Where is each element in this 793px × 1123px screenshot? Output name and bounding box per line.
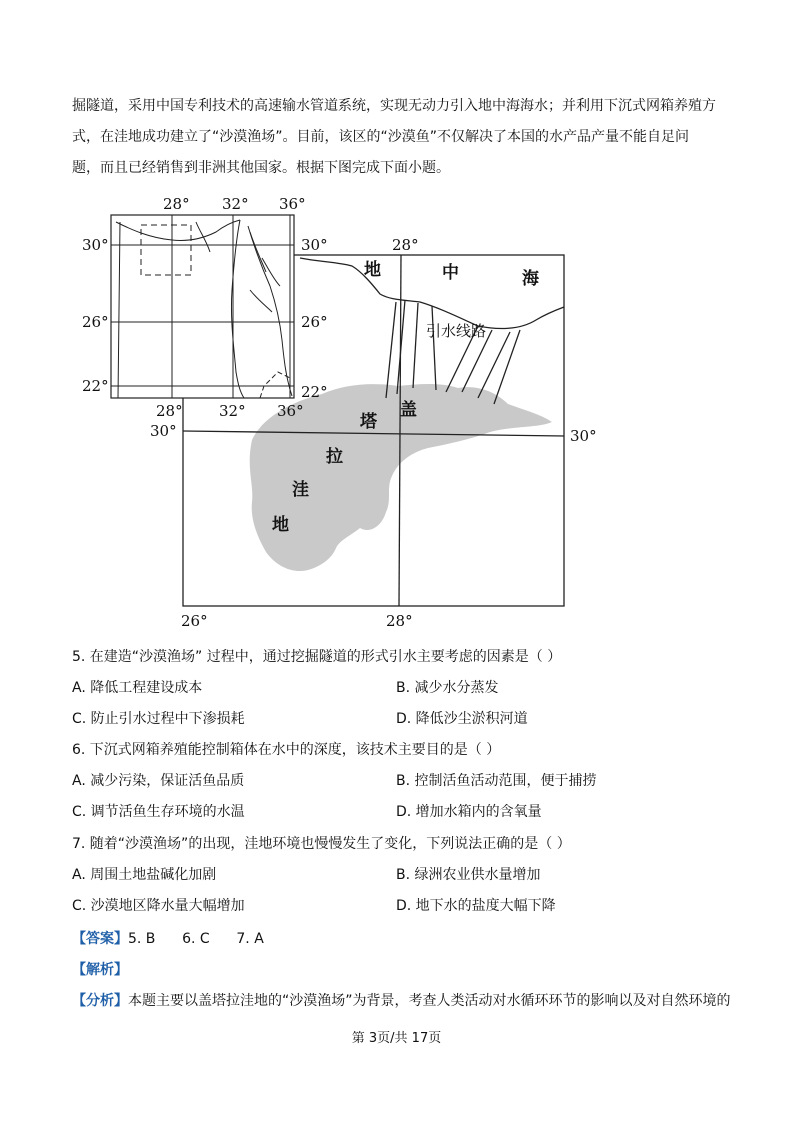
inset-right-lat-1: 30°: [301, 236, 328, 254]
inset-left-lat-3: 22°: [82, 377, 109, 395]
question-5-stem: 5. 在建造“沙漠渔场” 过程中，通过挖掘隧道的形式引水主要考虑的因素是（ ）: [72, 649, 562, 665]
inset-bottom-lon-2: 32°: [219, 402, 246, 420]
q5-option-c: C. 防止引水过程中下渗损耗: [72, 711, 245, 727]
intro-line-2: 式，在洼地成功建立了“沙漠渔场”。目前，该区的“沙漠鱼”不仅解决了本国的水产品产量不能自足问: [72, 129, 690, 145]
answer-line: [72, 929, 264, 949]
inset-left-lat-1: 30°: [82, 236, 109, 254]
depression-char-4: 洼: [292, 480, 309, 500]
q6-option-d: D. 增加水箱内的含氧量: [396, 804, 542, 820]
inset-left-lat-2: 26°: [82, 313, 109, 331]
analysis-tag: 【解析】: [72, 962, 128, 978]
question-6-stem: 6. 下沉式网箱养殖能控制箱体在水中的深度，该技术主要目的是（ ）: [72, 742, 501, 758]
answer-tag: 【答案】: [72, 931, 128, 947]
depression-char-1: 塔: [360, 412, 377, 432]
sea-char-2: 中: [442, 263, 459, 283]
depression-char-5: 地: [272, 515, 289, 535]
intro-line-3: 题，而且已经销售到非洲其他国家。根据下图完成下面小题。: [72, 160, 450, 176]
q7-option-a: A. 周围土地盐碱化加剧: [72, 867, 217, 883]
main-top-lon: 28°: [392, 236, 419, 254]
page-footer: 第 3页/共 17页: [351, 1031, 442, 1046]
q7-option-b: B. 绿洲农业供水量增加: [396, 867, 541, 883]
analysis-line: [72, 960, 128, 980]
route-label: 引水线路: [426, 322, 487, 340]
inset-bottom-lon-3: 36°: [277, 402, 304, 420]
sea-char-1: 地: [364, 260, 381, 280]
depression-char-2: 盖: [400, 400, 417, 420]
main-lat-right: 30°: [570, 427, 597, 445]
answer-text: 5. B 6. C 7. A: [128, 931, 264, 947]
q5-option-b: B. 减少水分蒸发: [396, 680, 499, 696]
main-bottom-lon-2: 28°: [386, 612, 413, 630]
inset-right-lat-3: 22°: [301, 383, 328, 401]
depression-char-3: 拉: [326, 447, 343, 467]
q5-option-a: A. 降低工程建设成本: [72, 680, 203, 696]
main-lat-left: 30°: [150, 422, 177, 440]
fenxi-tag: 【分析】: [72, 993, 128, 1009]
inset-top-lon-1: 28°: [163, 195, 190, 213]
inset-top-lon-2: 32°: [222, 195, 249, 213]
fenxi-line: [72, 991, 731, 1011]
q6-option-c: C. 调节活鱼生存环境的水温: [72, 804, 245, 820]
q7-option-d: D. 地下水的盐度大幅下降: [396, 898, 556, 914]
inset-bottom-lon-1: 28°: [156, 402, 183, 420]
main-bottom-lon-1: 26°: [181, 612, 208, 630]
q7-option-c: C. 沙漠地区降水量大幅增加: [72, 898, 245, 914]
question-7-stem: 7. 随着“沙漠渔场”的出现，洼地环境也慢慢发生了变化，下列说法正确的是（ ）: [72, 836, 571, 852]
q6-option-a: A. 减少污染，保证活鱼品质: [72, 773, 245, 789]
sea-char-3: 海: [522, 269, 539, 289]
q6-option-b: B. 控制活鱼活动范围，便于捕捞: [396, 773, 597, 789]
q5-option-d: D. 降低沙尘淤积河道: [396, 711, 528, 727]
inset-top-lon-3: 36°: [279, 195, 306, 213]
inset-right-lat-2: 26°: [301, 313, 328, 331]
intro-line-1: 掘隧道，采用中国专利技术的高速输水管道系统，实现无动力引入地中海海水；并利用下沉式网箱养殖方: [72, 98, 716, 114]
fenxi-text: 本题主要以盖塔拉洼地的“沙漠渔场”为背景，考查人类活动对水循环环节的影响以及对自然环境的: [128, 993, 731, 1009]
